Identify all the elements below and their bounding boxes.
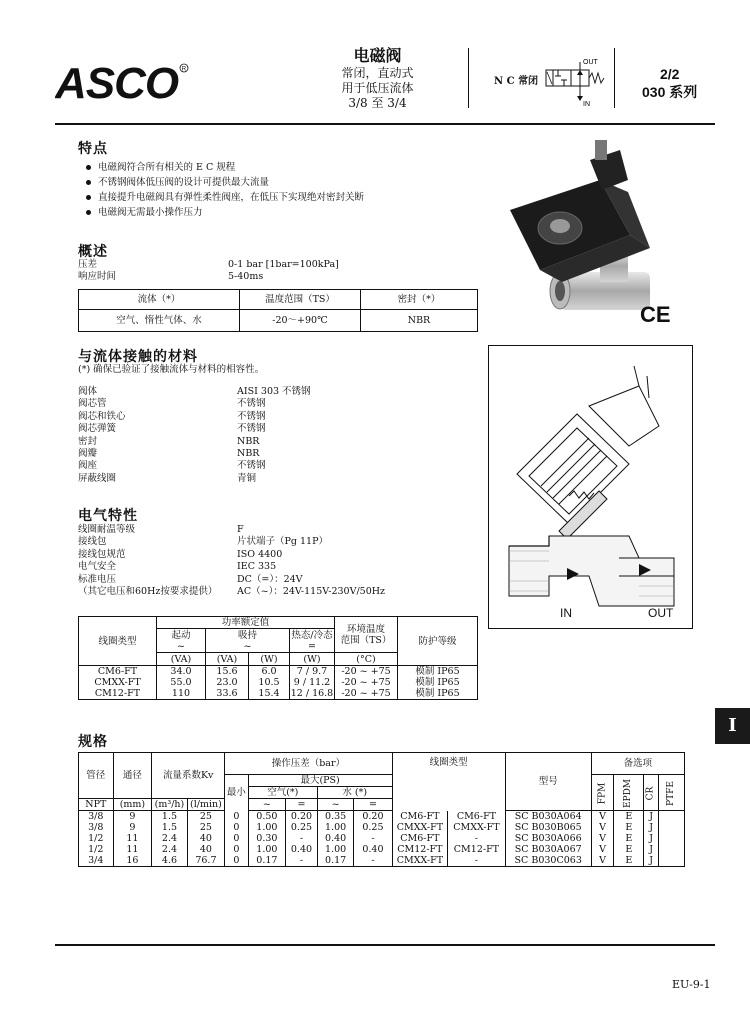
specs-cell: J — [644, 811, 659, 823]
specs-cell: V — [591, 811, 614, 823]
feature-item: 直接提升电磁阀具有弹性柔性阀座，在低压下实现绝对密封关断 — [84, 190, 484, 205]
table-row — [79, 811, 685, 823]
fluid-table-cell: -20～+90℃ — [240, 310, 361, 332]
power-h-protection: 防护等级 — [398, 617, 478, 666]
material-label: 阀芯弹簧 — [78, 423, 117, 435]
specs-sym: ~ — [248, 799, 285, 811]
specs-cell: 25 — [187, 811, 224, 823]
specs-h-op-pressure: 操作压差（bar） — [225, 753, 392, 775]
specs-cell: CM6-FT — [448, 811, 505, 823]
material-value: 青铜 — [237, 472, 257, 484]
specs-cell: E — [614, 811, 644, 823]
power-h-inrush-text: 起动 — [171, 629, 191, 641]
power-unit: (W) — [290, 653, 335, 666]
specs-cell: CM6-FT — [392, 833, 448, 844]
materials-values — [237, 386, 311, 485]
specs-cell: 0.50 — [248, 811, 285, 823]
features-list — [84, 160, 484, 220]
material-label: 密封 — [78, 435, 98, 447]
valve-symbol — [540, 56, 610, 108]
series-name: 030 系列 — [642, 84, 698, 100]
specs-h-model: 型号 — [505, 753, 591, 811]
overview-title: 概述 — [78, 244, 108, 260]
subtitle-line-3: 3/8 至 3/4 — [348, 96, 407, 110]
specs-cell — [659, 833, 685, 844]
specs-sym: ~ — [317, 799, 353, 811]
material-value: AISI 303 不锈钢 — [237, 386, 311, 397]
specs-cell: 0.25 — [354, 822, 392, 833]
specs-cell: 0 — [225, 822, 249, 833]
specs-cell — [659, 855, 685, 867]
materials-labels — [78, 386, 126, 485]
power-cell: 110 — [157, 688, 206, 700]
specs-cell: J — [644, 844, 659, 855]
option-label: FPM — [597, 782, 608, 804]
power-h-hotcold-text: 热态/冷态 — [291, 629, 333, 641]
specs-opt-epdm — [614, 775, 644, 811]
specs-cell: 2.4 — [152, 844, 187, 855]
fluid-table-cell: 空气、惰性气体、水 — [79, 310, 240, 332]
specs-cell: - — [448, 833, 505, 844]
power-table — [78, 616, 478, 700]
power-cell: 模制 IP65 — [415, 688, 460, 699]
fluid-table-header: 密封（*） — [397, 294, 441, 305]
table-row — [79, 844, 685, 855]
specs-cell: CM12-FT — [448, 844, 505, 855]
specs-cell: 3/8 — [79, 811, 114, 823]
specs-cell: - — [286, 855, 318, 867]
specs-cell: 1.00 — [248, 844, 285, 855]
electrical-title: 电气特性 — [78, 508, 138, 524]
material-value: 不锈钢 — [237, 460, 266, 472]
power-cell: 10.5 — [249, 677, 290, 688]
table-row — [79, 833, 685, 844]
materials-note: (*) 确保已验证了接触流体与材料的相容性。 — [78, 364, 265, 375]
asco-logo — [55, 60, 195, 104]
specs-cell: SC B030A066 — [505, 833, 591, 844]
material-label: 阀座 — [78, 460, 98, 472]
svg-text:R: R — [181, 66, 187, 73]
cutaway-diagram — [488, 345, 693, 629]
power-unit: (W) — [249, 653, 290, 666]
page-code: EU-9-1 — [672, 978, 711, 991]
section-tab — [715, 708, 750, 744]
electrical-value: IEC 335 — [237, 561, 277, 573]
specs-h-orifice: 通径 — [113, 753, 152, 799]
specs-cell: 11 — [113, 833, 152, 844]
specs-h-water: 水 (*) — [317, 787, 392, 799]
material-value: NBR — [237, 448, 260, 460]
feature-item: 电磁阀无需最小操作压力 — [84, 205, 484, 220]
ce-mark: CE — [640, 302, 671, 327]
power-h-holding-text: 吸持 — [237, 629, 257, 641]
power-cell: -20 ~ +75 — [335, 666, 398, 678]
table-row — [79, 666, 478, 678]
electrical-label: （其它电压和60Hz按要求提供） — [78, 586, 218, 598]
table-row — [79, 688, 478, 700]
specs-cell: 0.20 — [354, 811, 392, 823]
specs-cell: - — [354, 833, 392, 844]
power-cell: 12 / 16.8 — [290, 688, 334, 699]
specs-h-max: 最大(PS) — [248, 775, 392, 787]
specs-cell: - — [286, 833, 318, 844]
specs-cell: E — [614, 822, 644, 833]
specs-cell: 0.17 — [248, 855, 285, 867]
electrical-label: 电气安全 — [78, 561, 117, 573]
table-row — [79, 677, 478, 688]
material-value: 不锈钢 — [237, 398, 266, 410]
specs-cell: 3/8 — [79, 822, 114, 833]
specs-cell: 40 — [187, 833, 224, 844]
fluid-table-header: 流体（*） — [79, 290, 240, 310]
power-cell: 33.6 — [206, 688, 249, 700]
fluid-table-cell: NBR — [407, 315, 431, 326]
power-h-ambient-2: 范围（TS） — [340, 634, 392, 646]
overview-label-response: 响应时间 — [78, 271, 117, 282]
specs-opt-fpm — [591, 775, 614, 811]
table-row — [79, 855, 685, 867]
overview-label-pressure: 压差 — [78, 259, 98, 270]
material-label: 阀芯和铁心 — [78, 410, 126, 422]
specs-cell: CMXX-FT — [392, 822, 448, 833]
electrical-label: 接线包 — [78, 536, 107, 548]
electrical-label: 线圈耐温等级 — [78, 524, 136, 535]
specs-cell: 0 — [225, 844, 249, 855]
specs-cell: 25 — [187, 822, 224, 833]
specs-u-mm: (mm) — [113, 799, 152, 811]
specs-cell: J — [644, 833, 659, 844]
electrical-labels — [78, 524, 217, 598]
specs-cell: 0.40 — [286, 844, 318, 855]
specs-h-pipe: 管径 — [79, 753, 114, 799]
power-cell: -20 ~ +75 — [335, 688, 398, 700]
electrical-values — [237, 524, 385, 598]
feature-item: 不锈钢阀体低压阀的设计可提供最大流量 — [84, 175, 484, 190]
power-cell: 55.0 — [157, 677, 206, 688]
electrical-value: AC（~）：24V-115V-230V/50Hz — [237, 586, 386, 598]
table-row — [79, 822, 685, 833]
specs-cell: 0.30 — [248, 833, 285, 844]
power-h-holding-sym: ~ — [243, 640, 252, 652]
power-cell: 9 / 11.2 — [290, 677, 335, 688]
specs-cell: 0 — [225, 833, 249, 844]
specs-cell: 1.00 — [248, 822, 285, 833]
electrical-value: DC（=）：24V — [237, 573, 303, 585]
materials-title: 与流体接触的材料 — [78, 349, 198, 365]
page-title: 电磁阀 — [353, 46, 402, 65]
footer-rule — [55, 944, 715, 946]
specs-h-flow: 流量系数Kv — [152, 753, 225, 799]
specs-cell: CMXX-FT — [448, 822, 505, 833]
material-value: 不锈钢 — [237, 423, 266, 435]
specs-cell: SC B030A064 — [505, 811, 591, 823]
specs-cell: 76.7 — [187, 855, 224, 867]
specs-cell: CM12-FT — [392, 844, 448, 855]
option-label: EPDM — [623, 778, 634, 808]
power-cell: 7 / 9.7 — [290, 666, 335, 678]
specs-cell: 0.17 — [317, 855, 353, 867]
specs-cell: CMXX-FT — [392, 855, 448, 867]
specs-opt-cr — [644, 775, 659, 811]
power-unit: (VA) — [206, 653, 249, 666]
cutaway-out-label: OUT — [648, 606, 674, 620]
series-number: 2/2 — [660, 66, 680, 82]
power-h-ambient-1: 环境温度 — [346, 623, 385, 635]
material-label: 阀瓣 — [78, 448, 98, 460]
specs-table — [78, 752, 685, 867]
specs-cell: 1.5 — [152, 811, 187, 823]
specs-cell: 1/2 — [79, 844, 114, 855]
symbol-in-label: IN — [583, 101, 590, 108]
electrical-label: 接线包规范 — [78, 548, 126, 560]
specs-h-air: 空气(*) — [248, 787, 317, 799]
power-cell: CMXX-FT — [79, 677, 157, 688]
symbol-out-label: OUT — [583, 59, 598, 66]
specs-cell: 9 — [113, 822, 152, 833]
specs-h-options: 备选项 — [591, 753, 684, 775]
power-h-inrush-sym: ~ — [177, 640, 185, 652]
specs-cell: 1/2 — [79, 833, 114, 844]
specs-cell — [659, 822, 685, 833]
specs-cell: 0 — [225, 855, 249, 867]
power-cell: -20 ~ +75 — [335, 677, 398, 688]
specs-cell: SC B030B065 — [505, 822, 591, 833]
power-cell: CM12-FT — [79, 688, 157, 700]
specs-cell: E — [614, 844, 644, 855]
subtitle-line-2: 用于低压流体 — [341, 81, 414, 95]
fluid-table — [78, 289, 478, 332]
product-photo — [490, 140, 690, 335]
specs-cell: SC B030A067 — [505, 844, 591, 855]
specs-cell: CM6-FT — [392, 811, 448, 823]
electrical-value: 片状端子（Pg 11P） — [237, 536, 328, 548]
power-cell: CM6-FT — [79, 666, 157, 678]
specs-cell: 16 — [113, 855, 152, 867]
specs-cell: 0.40 — [317, 833, 353, 844]
material-label: 阀芯管 — [78, 398, 107, 410]
electrical-label: 标准电压 — [78, 573, 117, 585]
power-cell: 15.6 — [206, 666, 249, 678]
option-label: CR — [645, 786, 656, 800]
specs-cell: V — [591, 855, 614, 867]
material-value: NBR — [237, 435, 260, 447]
overview-value-response: 5-40ms — [228, 271, 264, 282]
specs-cell: E — [614, 855, 644, 867]
specs-cell: 11 — [113, 844, 152, 855]
power-h-ambient — [335, 617, 398, 653]
specs-cell: - — [354, 855, 392, 867]
electrical-value: ISO 4400 — [237, 548, 283, 560]
material-label: 阀体 — [78, 386, 98, 397]
specs-u-lmin: (l/min) — [187, 799, 224, 811]
power-cell: 23.0 — [206, 677, 249, 688]
power-cell: 模制 IP65 — [415, 666, 460, 677]
material-value: 不锈钢 — [237, 410, 266, 422]
specs-cell: 9 — [113, 811, 152, 823]
subtitle-line-1: 常闭，直动式 — [341, 66, 414, 80]
specs-sym: = — [354, 799, 392, 811]
power-unit: (VA) — [157, 653, 206, 666]
specs-sym: = — [286, 799, 318, 811]
power-unit: (°C) — [335, 653, 398, 666]
power-h-hotcold — [290, 629, 335, 653]
power-h-coil: 线圈类型 — [79, 617, 157, 666]
logo-text: ASCO — [55, 60, 179, 104]
specs-cell: SC B030C063 — [505, 855, 591, 867]
feature-item: 电磁阀符合所有相关的 E C 规程 — [84, 160, 484, 175]
specs-cell: 1.5 — [152, 822, 187, 833]
specs-cell: 1.00 — [317, 844, 353, 855]
specs-cell: E — [614, 833, 644, 844]
power-cell: 模制 IP65 — [415, 677, 460, 688]
fluid-table-header: 温度范围（TS） — [240, 290, 361, 310]
specs-cell: V — [591, 822, 614, 833]
specs-title: 规格 — [78, 734, 108, 750]
nc-label: N C 常闭 — [494, 76, 539, 87]
specs-cell: 0 — [225, 811, 249, 823]
option-label: PTFE — [666, 780, 677, 806]
specs-h-min: 最小 — [225, 775, 249, 811]
specs-cell: V — [591, 833, 614, 844]
specs-cell: 0.35 — [317, 811, 353, 823]
power-h-rating: 功率额定值 — [157, 617, 335, 629]
specs-cell: 1.00 — [317, 822, 353, 833]
specs-cell: 3/4 — [79, 855, 114, 867]
electrical-value: F — [237, 524, 244, 535]
power-h-holding — [206, 629, 290, 653]
specs-cell: 2.4 — [152, 833, 187, 844]
overview-value-pressure: 0-1 bar [1bar=100kPa] — [228, 259, 339, 270]
specs-h-coil: 线圈类型 — [392, 753, 505, 811]
specs-opt-ptfe — [659, 775, 685, 811]
specs-cell: J — [644, 855, 659, 867]
section-tab-label: I — [728, 715, 737, 736]
power-cell: 15.4 — [249, 688, 290, 700]
specs-u-npt: NPT — [79, 799, 114, 811]
material-label: 屏蔽线圈 — [78, 472, 117, 484]
specs-cell: - — [448, 855, 505, 867]
specs-cell — [659, 844, 685, 855]
specs-cell: 0.40 — [354, 844, 392, 855]
specs-cell — [659, 811, 685, 823]
power-cell: 6.0 — [249, 666, 290, 678]
power-h-hotcold-sym: = — [308, 640, 316, 652]
specs-cell: V — [591, 844, 614, 855]
specs-cell: J — [644, 822, 659, 833]
power-cell: 34.0 — [157, 666, 206, 678]
cutaway-in-label: IN — [560, 606, 572, 620]
specs-cell: 4.6 — [152, 855, 187, 867]
specs-cell: 0.20 — [286, 811, 318, 823]
specs-u-m3h: (m³/h) — [152, 799, 187, 811]
specs-cell: 40 — [187, 844, 224, 855]
features-title: 特点 — [78, 141, 108, 157]
specs-cell: 0.25 — [286, 822, 318, 833]
power-h-inrush — [157, 629, 206, 653]
